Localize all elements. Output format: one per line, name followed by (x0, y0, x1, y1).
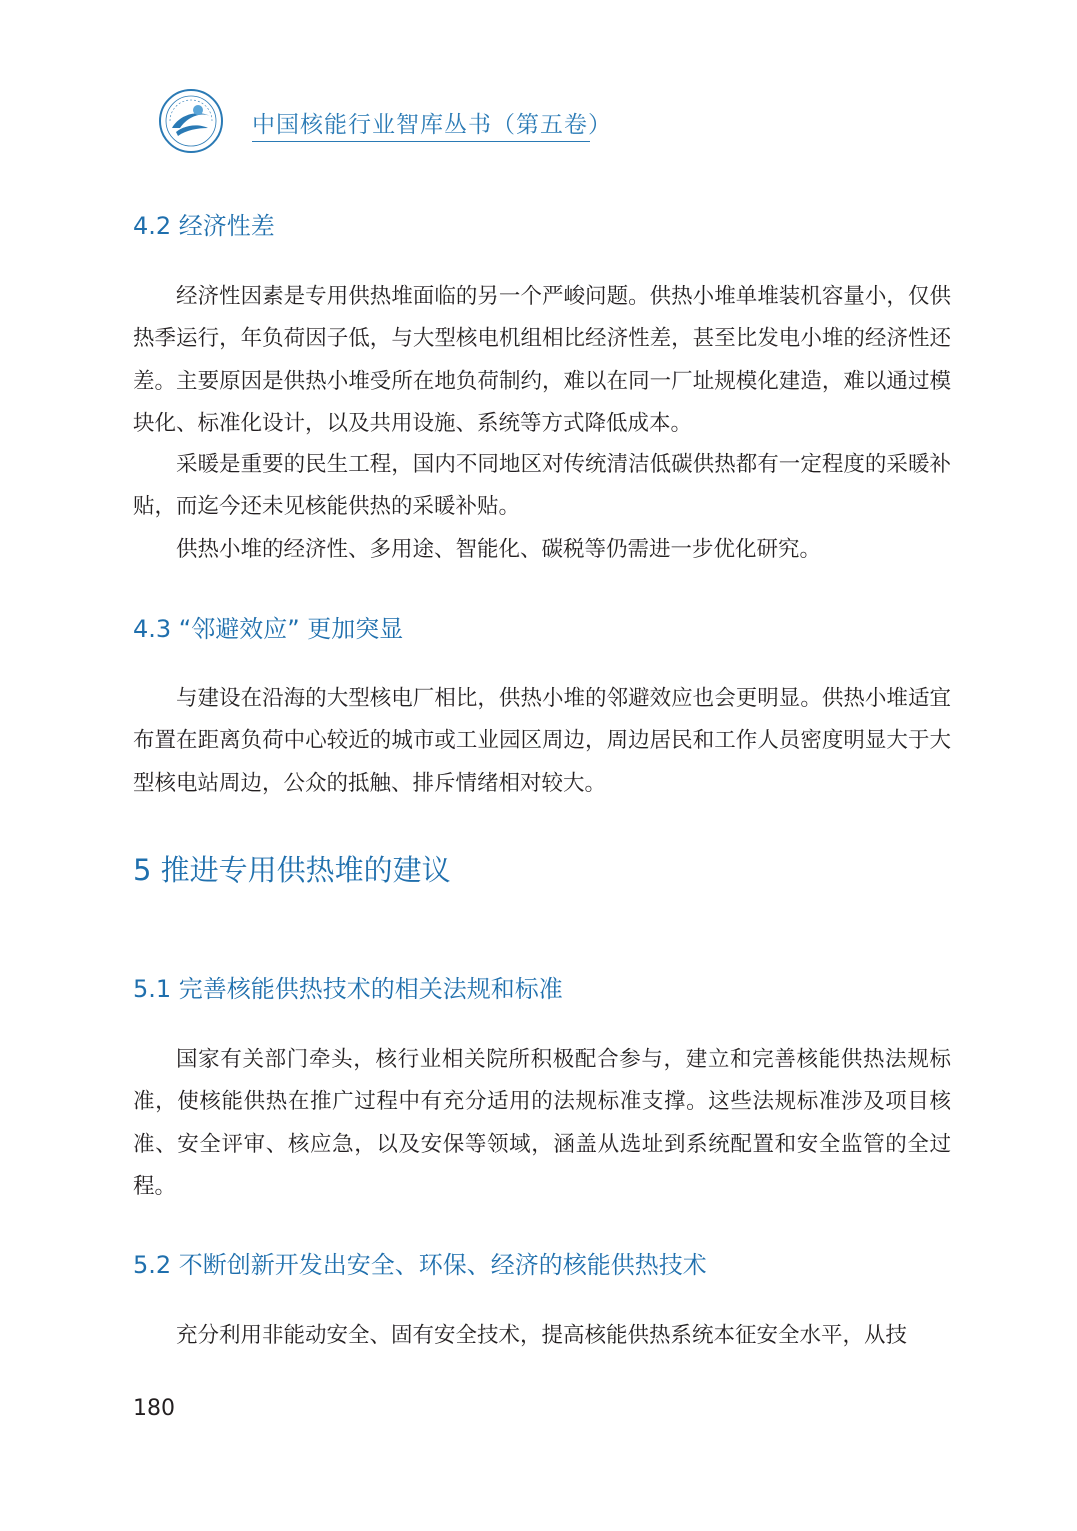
section-heading-4-2: 4.2 经济性差 (133, 212, 275, 240)
page-number: 180 (133, 1396, 175, 1421)
china-nuclear-energy-association-logo-icon (158, 88, 224, 154)
paragraph: 采暖是重要的民生工程，国内不同地区对传统清洁低碳供热都有一定程度的采暖补贴，而迄今还未见核能供热的采暖补贴。 (133, 452, 951, 520)
paragraph: 供热小堆的经济性、多用途、智能化、碳税等仍需进一步优化研究。 (176, 537, 822, 562)
page-header (158, 86, 612, 156)
book-title: 中国核能行业智库丛书（第五卷） (252, 112, 612, 138)
section-heading-5-2: 5.2 不断创新开发出安全、环保、经济的核能供热技术 (133, 1251, 707, 1279)
paragraph: 经济性因素是专用供热堆面临的另一个严峻问题。供热小堆单堆装机容量小，仅供热季运行，年负荷因子低，与大型核电机组相比经济性差，甚至比发电小堆的经济性还差。主要原因是供热小堆受所在地负荷制约，难以在同一厂址规模化建造，难以通过模块化、标准化设计，以及共用设施、系统等方式降低成本。 (133, 284, 951, 436)
section-heading-5-1: 5.1 完善核能供热技术的相关法规和标准 (133, 975, 563, 1003)
section-heading-4-3: 4.3 “邻避效应” 更加突显 (133, 615, 404, 643)
header-rule (252, 141, 590, 142)
paragraph: 充分利用非能动安全、固有安全技术，提高核能供热系统本征安全水平，从技 (176, 1323, 908, 1348)
paragraph: 与建设在沿海的大型核电厂相比，供热小堆的邻避效应也会更明显。供热小堆适宜布置在距离负荷中心较近的城市或工业园区周边，周边居民和工作人员密度明显大于大型核电站周边，公众的抵触、排斥情绪相对较大。 (133, 686, 951, 796)
paragraph: 国家有关部门牵头，核行业相关院所积极配合参与，建立和完善核能供热法规标准，使核能供热在推广过程中有充分适用的法规标准支撑。这些法规标准涉及项目核准、安全评审、核应急，以及安保等领域，涵盖从选址到系统配置和安全监管的全过程。 (133, 1047, 951, 1199)
chapter-heading-5: 5 推进专用供热堆的建议 (133, 853, 451, 887)
